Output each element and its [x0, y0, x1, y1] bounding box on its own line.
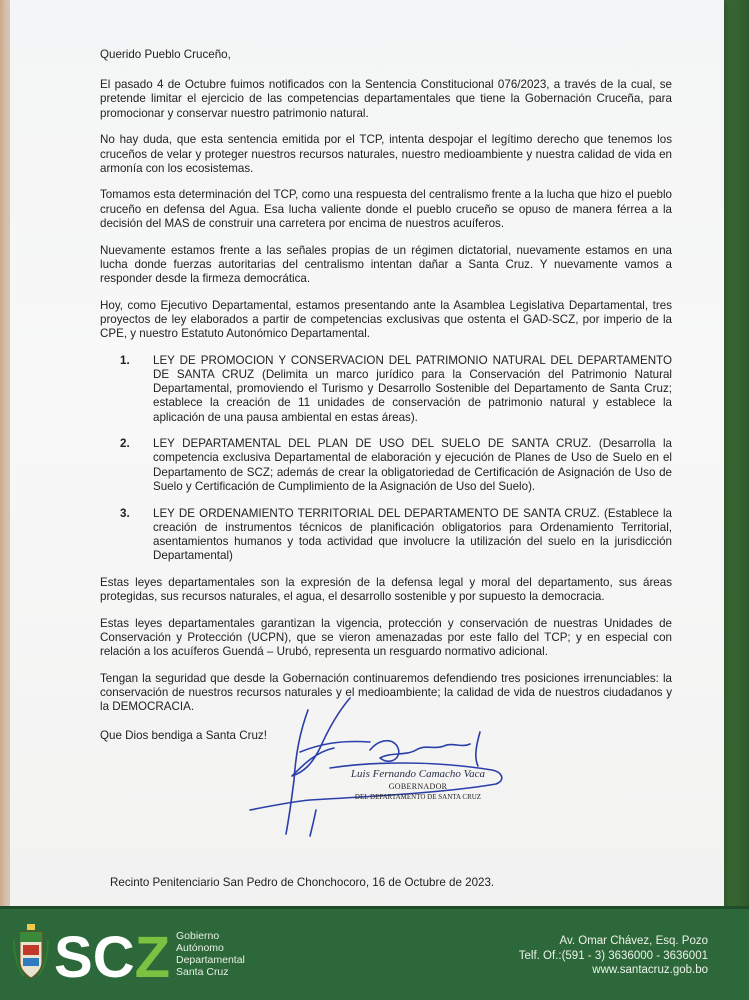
law-description: (Desarrolla la competencia exclusiva Departamental de elaboración y ejecución de Planes de Uso de Suelo en el Departamento de SCZ; además de crear la obligatoriedad de Certificación de Asignación de Uso de Suelo y Certificación de Cumplimiento de la Asignación de Uso del Suelo). [153, 437, 672, 493]
coat-of-arms-icon [12, 922, 50, 984]
place-and-date: Recinto Penitenciario San Pedro de Chonchocoro, 16 de Octubre de 2023. [110, 876, 495, 889]
paragraph-three-positions: Tengan la seguridad que desde la Gobernación continuaremos defendiendo tres posiciones irrenunciables: la conservación de nuestros recursos naturales y el medioambiente; la calidad de vida de nuestros ciudadanos y la DEMOCRACIA. [100, 671, 672, 714]
law-title: LEY DEPARTAMENTAL DEL PLAN DE USO DEL SUELO DE SANTA CRUZ. [153, 437, 592, 451]
signature-department: DEL DEPARTAMENTO DE SANTA CRUZ [354, 793, 482, 801]
signature-name: Luis Fernando Camacho Vaca [350, 768, 486, 780]
letterhead-footer [0, 906, 749, 1000]
law-description: (Delimita un marco jurídico para la Conservación del Patrimonio Natural Departamental, promoviendo el Turismo y Desarrollo Sostenible del Departamento de Santa Cruz; establece la creación de 11 unidades de conservación de patrimonio natural y establece la aplicación de una pausa ambiental en estas áreas). [153, 367, 672, 424]
scz-logo-text: SCZ [54, 928, 171, 982]
signature-role: GOBERNADOR [388, 782, 448, 791]
letter-body [100, 48, 672, 755]
address: Av. Omar Chávez, Esq. Pozo [559, 935, 708, 947]
contact-info [448, 934, 708, 978]
law-item [100, 354, 672, 425]
law-item [100, 507, 672, 564]
paragraph-projects-intro: Hoy, como Ejecutivo Departamental, estamos presentando ante la Asamblea Legislativa Departamental, tres proyectos de ley elaborados a partir de competencias exclusivas que ostenta el GAD-SCZ, por imperio de la CPE, y nuestro Estatuto Autonómico Departamental. [100, 298, 672, 341]
government-name-line: Autónomo [176, 942, 224, 954]
government-name [176, 930, 286, 978]
law-title: LEY DE PROMOCION Y CONSERVACION DEL PATRIMONIO NATURAL DEL DEPARTAMENTO DE SANTA CRUZ [153, 353, 672, 381]
letter-closing: Que Dios bendiga a Santa Cruz! [100, 728, 267, 742]
paragraph-ucpn: Estas leyes departamentales garantizan la vigencia, protección y conservación de nuestras Unidades de Conservación y Protección (UCPN), que se vieron amenazadas por este fallo del TCP; y en especial con relación a los acuíferos Guendá – Urubó, representa un resguardo normativo adicional. [100, 616, 672, 659]
scz-logo [54, 928, 172, 982]
law-title: LEY DE ORDENAMIENTO TERRITORIAL DEL DEPARTAMENTO DE SANTA CRUZ. [153, 506, 600, 520]
law-number: 3. [120, 506, 130, 520]
handwritten-signature [230, 692, 530, 842]
government-name-line: Gobierno [176, 930, 220, 942]
paragraph-tcp-rights: No hay duda, que esta sentencia emitida por el TCP, intenta despojar el legítimo derecho que tenemos los cruceños de velar y proteger nuestros recursos naturales, nuestro medioambiente y nuestra calidad de vida en armonía con los ecosistemas. [100, 133, 672, 175]
paragraph-water-struggle: Tomamos esta determinación del TCP, como una respuesta del centralismo frente a la lucha que hizo el pueblo cruceño en defensa del Agua. Esa lucha valiente donde el pueblo cruceño se opuso de manera férrea a la decisión del MAS de construir una carretera por encima de nuestros acuíferos. [100, 188, 672, 230]
law-list [100, 354, 672, 564]
letter-greeting: Querido Pueblo Cruceño, [100, 48, 231, 61]
law-description: (Establece la creación de instrumentos técnicos de planificación obligatorios para Ordenamiento Territorial, asentamientos humanos y toda actividad que involucre la utilización del suelo en la jurisdicción Departamental) [153, 506, 672, 563]
government-name-line: Santa Cruz [176, 966, 229, 978]
law-item [100, 437, 672, 494]
law-number: 2. [120, 437, 130, 451]
government-name-line: Departamental [176, 954, 245, 966]
law-number: 1. [120, 353, 130, 367]
paragraph-legal-defense: Estas leyes departamentales son la expresión de la defensa legal y moral del departamento, sus áreas protegidas, sus recursos naturales, el agua, el desarrollo sostenible y por supuesto la democracia. [100, 575, 672, 604]
phone-numbers: Telf. Of.:(591 - 3) 3636000 - 3636001 [518, 949, 708, 962]
paragraph-regime: Nuevamente estamos frente a las señales propias de un régimen dictatorial, nuevamente estamos en una lucha donde fuerzas autoritarias del centralismo intentan dañar a Santa Cruz. Y nuevamente vamos a responder desde la firmeza democrática. [100, 243, 672, 285]
website-link[interactable]: www.santacruz.gob.bo [592, 964, 708, 976]
paragraph-sentence-notice: El pasado 4 de Octubre fuimos notificados con la Sentencia Constitucional 076/2023, a través de la cual, se pretende limitar el ejercicio de las competencias departamentales que tiene la Gobernación Cruceña, para promocionar y conservar nuestro patrimonio natural. [100, 78, 672, 120]
